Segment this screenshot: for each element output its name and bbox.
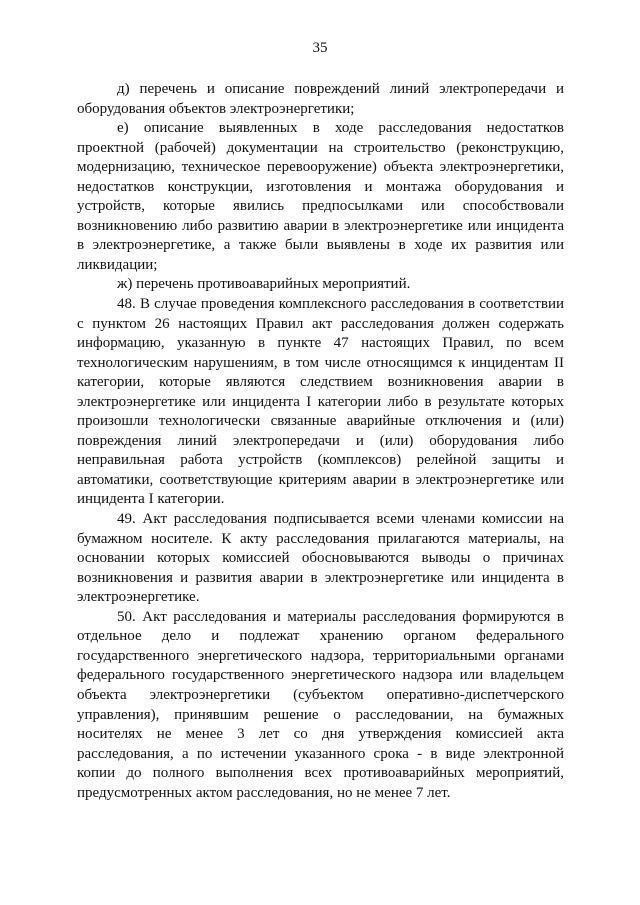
document-body bbox=[77, 80, 564, 803]
page-number: 35 bbox=[312, 40, 328, 56]
paragraph-d-damage-list: д) перечень и описание повреждений линий электропередачи и оборудования объектов электроэнергетики; bbox=[77, 81, 564, 117]
paragraph-e-deficiencies: е) описание выявленных в ходе расследования недостатков проектной (рабочей) документации на строительство (реконструкцию, модернизацию, техническое перевооружение) объекта электроэнергетики, недостатков конструкции, изготовления и монтажа оборудования и устройств, которые явились предпосылками или способствовали возникновению либо развитию аварии в электроэнергетике или инцидента в электроэнергетике, а также были выявлены в ходе их развития или ликвидации; bbox=[77, 120, 564, 273]
paragraph-50: 50. Акт расследования и материалы расследования формируются в отдельное дело и подлежат хранению органом федерального государственного энергетического надзора, территориальными органами федерального государственного энергетического надзора или владельцем объекта электроэнергетики (субъектом оперативно-диспетчерского управления), принявшим решение о расследовании, на бумажных носителях не менее 3 лет со дня утверждения комиссией акта расследования, а по истечении указанного срока - в виде электронной копии до полного выполнения всех противоаварийных мероприятий, предусмотренных актом расследования, но не менее 7 лет. bbox=[77, 608, 564, 801]
paragraph-zh-measures: ж) перечень противоаварийных мероприятий. bbox=[117, 276, 411, 293]
paragraph-49: 49. Акт расследования подписывается всеми членами комиссии на бумажном носителе. К акту расследования прилагаются материалы, на основании которых комиссией обосновываются выводы о причинах возникновения и развития аварии в электроэнергетике или инцидента в электроэнергетике. bbox=[77, 511, 564, 606]
paragraph-48: 48. В случае проведения комплексного расследования в соответствии с пунктом 26 настоящих Правил акт расследования должен содержать информацию, указанную в пункте 47 настоящих Правил, по всем технологическим нарушениям, в том числе относящимся к инцидентам II категории, которые являются следствием возникновения аварии в электроэнергетике или инцидента I категории либо в результате которых произошли технологически связанные аварийные отключения и (или) повреждения линий электропередачи и (или) оборудования либо неправильная работа устройств (комплексов) релейной защиты и автоматики, соответствующие критериям аварии в электроэнергетике или инцидента I категории. bbox=[77, 296, 564, 508]
